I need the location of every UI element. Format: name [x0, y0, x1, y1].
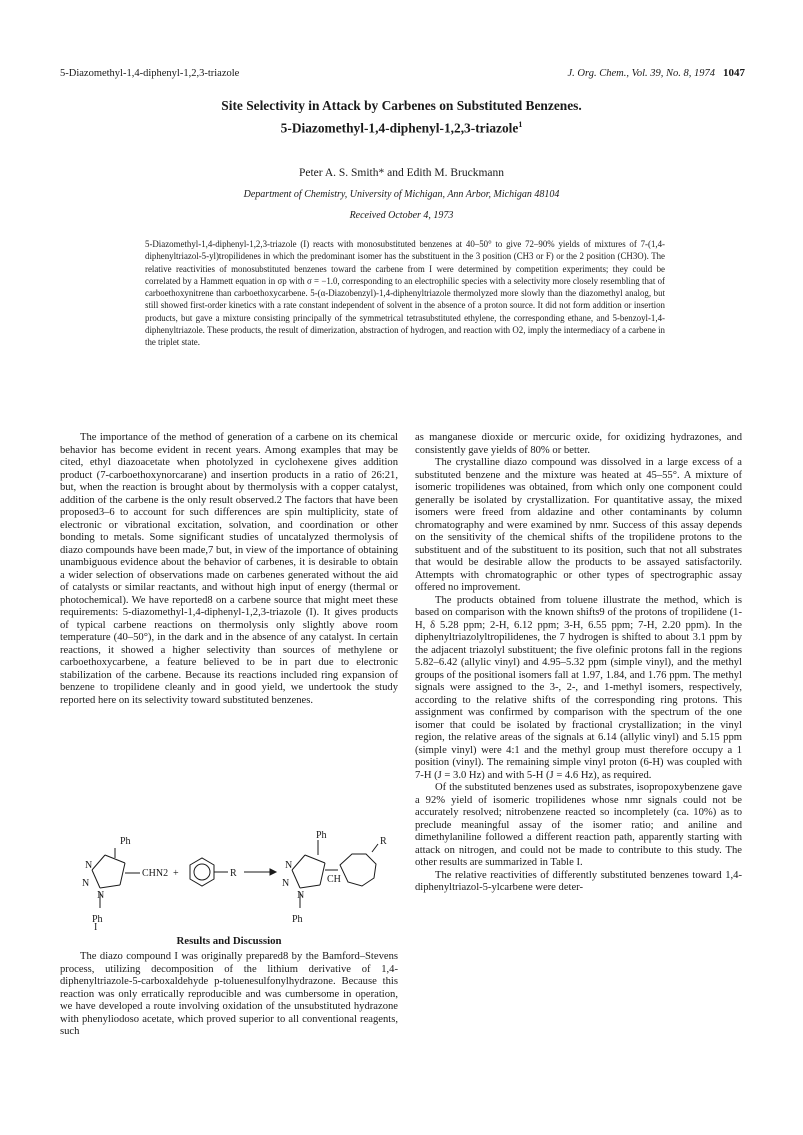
paragraph: Of the substituted benzenes used as substrates, isopropoxybenzene gave a 92% yield of isomeric tropilidenes whose nmr signals could not be accurately resolved; nitrobenzene reacted so incompletely (ca. 10%) as to preclude meaningful assay of the isomer ratio; and aniline and dimethylaniline followed a different reaction path, apparently starting with attack on nitrogen, and could not be made to contribute to this study. The other results are summarized in Table I. [415, 782, 742, 868]
journal-citation: J. Org. Chem., Vol. 39, No. 8, 1974 [567, 68, 715, 79]
n-label: N [97, 890, 105, 901]
results-paragraph: The diazo compound I was originally prepared8 by the Bamford–Stevens process, utilizing decomposition of the lithium derivative of 1,4-diphenyltriazole-5-carboxaldehyde p-toluenesulfonylhydrazone. Because this reaction was only erratically reproducible and was cumbersome in operation, we have developed a route involving oxidation of the unsubstituted hydrazone with phenyliodoso acetate, which proved superior to all conventional reagents, such [60, 951, 398, 1037]
bond [100, 885, 120, 888]
ph-label: Ph [316, 830, 327, 841]
running-header-journal [568, 67, 745, 79]
paragraph-continuation: as manganese dioxide or mercuric oxide, for oxidizing hydrazones, and consistently gave yields of 80% or better. [415, 432, 742, 456]
r-label: R [380, 836, 387, 847]
n-label: N [285, 860, 293, 871]
arrow-head [270, 869, 276, 875]
affiliation: Department of Chemistry, University of Michigan, Ann Arbor, Michigan 48104 [243, 189, 560, 200]
paragraph: The products obtained from toluene illustrate the method, which is based on comparison with the known shifts9 of the protons of tropilidene (1-H, δ 5.28 ppm; 2-H, 6.12 ppm; 3-H, 6.55 ppm; 7-H, 2.20 ppm). In the diphenyltriazolyltropilidenes, the 7 hydrogen is shifted to about 3.1 ppm by the adjacent triazolyl substituent; the five olefinic protons fall in the regions 5.82–6.42 (allylic vinyl) and 4.95–5.32 ppm (simple vinyl), and the methyl groups of the positional isomers fall at 1.97, 1.84, and 1.76 ppm. The methyl signals were assigned to the 3-, 2-, and 1-methyl isomers, respectively, according to the relative shifts of the corresponding ring protons. This assignment was confirmed by comparison with the spectrum of the one isomer that could be isolated by fractional crystallization; in the vinyl region, the relative areas of the signals at 6.14 (allylic vinyl) and 5.15 ppm (simple vinyl) were 4:1 and the methyl group must therefore occupy a 1 position (vinyl). The remaining simple vinyl proton (6-H) was coupled with 7-H (J = 3.0 Hz) and with 5-H (J = 4.6 Hz), as required. [415, 594, 742, 781]
paragraph: The crystalline diazo compound was dissolved in a large excess of a substituted benzene and the mixture was heated at 45–55°. A mixture of isomeric tropilidenes was obtained, from which only one component could generally be isolated by crystallization. For quantitative assay, the mixed isomers were freed from aldazine and other contaminants by column chromatography and were examined by nmr. Success of this assay depends on the sensitivity of the chemical shifts of the tropilidene protons to the substituent and of the substituent to its position, such that not all substrates that would be desirable allow the products to be assayed satisfactorily. Attempts with chromatographic or other types of spectrographic assay offered no improvement. [415, 457, 742, 593]
plus-sign: + [173, 868, 179, 879]
intro-paragraph: The importance of the method of generation of a carbene on its chemical behavior has become evident in recent years. Among examples that may be cited, ethyl diazoacetate when photolyzed in cyclohexene gives addition product (7-carboethoxynorcarane) and insertion products in a ratio of 26:21, but, when the reaction is brought about by thermolysis with a copper catalyst, addition of the carbene is the only result observed.2 The factors that have been proposed3–6 to account for such differences are spin multiplicity, state of electronic or vibrational excitation, solvation, and coordination or other bonding to metals. Some significant studies of uncatalyzed thermolysis of diazo compounds have been made,7 but, in view of the importance of obtaining unambiguous evidence about the behavior of carbenes, it is desirable to obtain a wider selection of observations made on carbenes generated without the aid of catalysts or similar reactants, and without high input of energy (thermal or photochemical). We have reported8 on a carbene source that might meet these requirements: 5-diazomethyl-1,4-diphenyl-1,2,3-triazole (I). It gives products of typical carbene reactions on thermolysis only slightly above room temperature (40–50°), in the dark and in the absence of any catalyst. In certain reactions, it showed a higher selectivity than sources of methylene or carboethoxycarbene, a feature believed to be in part due to electronic stabilization of the carbene. Because its reactions included ring expansion of benzene to tropilidene cleanly and in good yield, we undertook the study reported here on its selectivity toward substituted benzenes. [60, 432, 398, 706]
reaction-scheme [60, 830, 400, 930]
tropilidene-ring [340, 854, 376, 886]
bond [300, 885, 320, 888]
compound-label: I [94, 922, 98, 933]
n-label: N [297, 890, 305, 901]
title-line-2: 5-Diazomethyl-1,4-diphenyl-1,2,3-triazole [280, 120, 519, 136]
right-column [415, 432, 742, 895]
bond [305, 855, 325, 863]
bond [120, 863, 125, 885]
aromatic-circle [194, 864, 210, 880]
chn2-label: CHN2 [142, 868, 169, 879]
article-title [60, 96, 743, 137]
n-label: N [82, 878, 90, 889]
left-column-continued [60, 951, 398, 1039]
bond [372, 844, 378, 852]
page-number: 1047 [723, 67, 745, 79]
bond [320, 863, 325, 885]
n-label: N [85, 860, 93, 871]
ph-label: Ph [120, 836, 131, 847]
n-label: N [282, 878, 290, 889]
bond [292, 870, 300, 888]
ph-label: Ph [292, 914, 303, 925]
bond [92, 870, 100, 888]
title-line-1: Site Selectivity in Attack by Carbenes on Substituted Benzenes. [221, 98, 582, 113]
left-column [60, 432, 398, 707]
paragraph: The relative reactivities of differently substituted benzenes toward 1,4-diphenyltriazol-5-ylcarbene were deter- [415, 869, 742, 893]
r-label: R [230, 868, 237, 879]
abstract: 5-Diazomethyl-1,4-diphenyl-1,2,3-triazole (I) reacts with monosubstituted benzenes at 40–50° to give 72–90% yields of mixtures of 7-(1,4-diphenyltriazol-5-yl)tropilidenes in which the predominant isomer has the substituent in the 3 position (CH3 or F) or the 2 position (CH3O). The relative reactivities of monosubstituted benzenes toward the carbene from I were determined by competition experiments; they could be correlated by a Hammett equation in σp with σ = −1.0, corresponding to an electrophilic species with a selectivity more closely resembling that of carboethoxynitrene than carboethoxycarbene. 5-(α-Diazobenzyl)-1,4-diphenyltriazole thermolyzed more slowly than the diazomethyl analog, but still showed first-order kinetics with a rate constant independent of solvent in the absence of a proton source. It did not form addition or insertion products, but gave a mixture consisting principally of the symmetrical tetrasubstituted ethylene, the corresponding ethane, and 5-benzoyl-1,4-diphenyltriazole. These products, the result of dimerization, abstraction of hydrogen, and reaction with O2, imply the intermediacy of a carbene in the triplet state. [145, 239, 665, 348]
running-header-title: 5-Diazomethyl-1,4-diphenyl-1,2,3-triazole [60, 68, 240, 79]
bond [92, 855, 105, 870]
ch-label: CH [327, 874, 341, 885]
authors: Peter A. S. Smith* and Edith M. Bruckmann [298, 167, 505, 179]
bond [292, 855, 305, 870]
received-date: Received October 4, 1973 [349, 210, 454, 221]
title-footnote-mark: 1 [518, 120, 523, 129]
ph-label: Ph [92, 914, 103, 925]
section-heading-results: Results and Discussion [176, 935, 282, 947]
